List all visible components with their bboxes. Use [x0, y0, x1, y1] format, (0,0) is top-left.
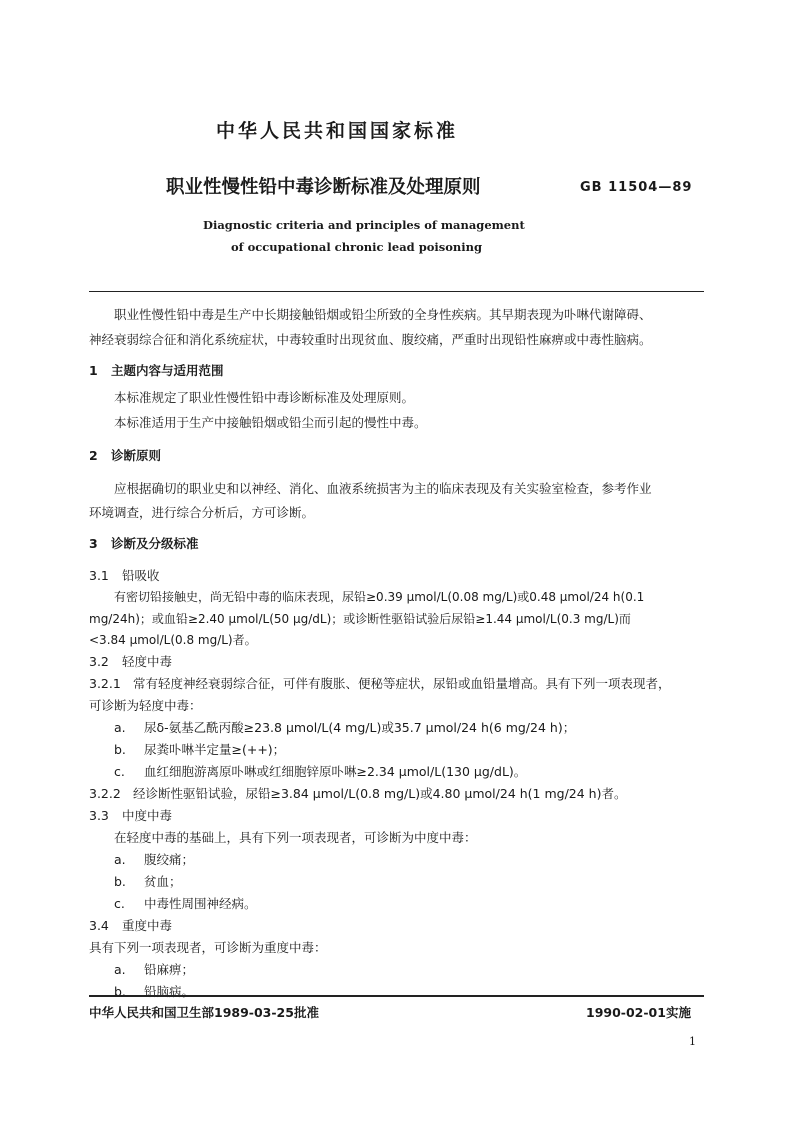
effective-date: 1990-02-01实施: [586, 1005, 691, 1020]
section-3-1-heading: 铅吸收: [122, 568, 160, 583]
section-3-4-intro: 具有下列一项表现者，可诊断为重度中毒：: [89, 940, 327, 955]
section-3-1-line1: 有密切铅接触史，尚无铅中毒的临床表现，尿铅≥0.39 μmol/L(0.08 mg/L)或0.48 μmol/24 h(0.1: [114, 590, 645, 604]
standard-code: GB 11504—89: [580, 180, 693, 195]
list-item-text: 尿δ-氨基乙酰丙酸≥23.8 μmol/L(4 mg/L)或35.7 μmol/24 h(6 mg/24 h)；: [144, 720, 576, 735]
section-2-heading: 诊断原则: [111, 448, 162, 463]
list-item-text: 血红细胞游离原卟啉或红细胞锌原卟啉≥2.34 μmol/L(130 μg/dL)。: [144, 764, 527, 779]
list-item-text: 铅麻痹；: [144, 962, 195, 977]
document-title: 职业性慢性铅中毒诊断标准及处理原则: [166, 177, 481, 198]
section-2-number: 2: [89, 448, 98, 463]
list-marker: c.: [114, 896, 125, 911]
list-item-text: 贫血；: [144, 874, 182, 889]
section-3-2-1-line1: 常有轻度神经衰弱综合征，可伴有腹胀、便秘等症状，尿铅或血铅量增高。具有下列一项表现者，: [133, 676, 671, 691]
section-3-heading: 诊断及分级标准: [111, 536, 199, 551]
list-marker: b.: [114, 742, 126, 757]
top-divider: [89, 291, 704, 292]
section-3-2-heading: 轻度中毒: [122, 654, 173, 669]
section-3-3-number: 3.3: [89, 808, 109, 823]
intro-line2: 神经衰弱综合征和消化系统症状，中毒较重时出现贫血、腹绞痛，严重时出现铅性麻痹或中毒性脑病。: [89, 332, 652, 347]
section-3-number: 3: [89, 536, 98, 551]
page-number: 1: [689, 1035, 696, 1048]
section-1-para2: 本标准适用于生产中接触铅烟或铅尘而引起的慢性中毒。: [114, 415, 427, 430]
list-item-text: 腹绞痛；: [144, 852, 195, 867]
bottom-divider: [89, 995, 704, 997]
list-item-text: 尿粪卟啉半定量≥(++)；: [144, 742, 286, 757]
list-item-text: 中毒性周围神经病。: [144, 896, 257, 911]
english-title-line1: Diagnostic criteria and principles of management: [203, 218, 525, 232]
section-2-line1: 应根据确切的职业史和以神经、消化、血液系统损害为主的临床表现及有关实验室检查，参考作业: [114, 481, 652, 496]
english-title-line2: of occupational chronic lead poisoning: [231, 240, 483, 254]
section-3-3-heading: 中度中毒: [122, 808, 173, 823]
list-marker: b.: [114, 984, 126, 999]
list-item-text: 铅脑病。: [144, 984, 195, 999]
section-3-3-intro: 在轻度中毒的基础上，具有下列一项表现者，可诊断为中度中毒：: [114, 830, 477, 845]
section-2-line2: 环境调查，进行综合分析后，方可诊断。: [89, 505, 315, 520]
section-3-2-1-number: 3.2.1: [89, 676, 121, 691]
section-3-1-line3: <3.84 μmol/L(0.8 mg/L)者。: [89, 633, 257, 647]
section-1-number: 1: [89, 363, 98, 378]
section-3-2-2-text: 经诊断性驱铅试验，尿铅≥3.84 μmol/L(0.8 mg/L)或4.80 μmol/24 h(1 mg/24 h)者。: [133, 786, 627, 801]
list-marker: b.: [114, 874, 126, 889]
national-standard-heading: 中华人民共和国国家标准: [216, 120, 459, 142]
list-marker: a.: [114, 852, 126, 867]
intro-line1: 职业性慢性铅中毒是生产中长期接触铅烟或铅尘所致的全身性疾病。其早期表现为卟啉代谢障碍、: [114, 307, 652, 322]
section-3-2-number: 3.2: [89, 654, 109, 669]
list-marker: a.: [114, 962, 126, 977]
section-3-2-2-number: 3.2.2: [89, 786, 121, 801]
section-3-2-1-line2: 可诊断为轻度中毒：: [89, 698, 202, 713]
list-marker: a.: [114, 720, 126, 735]
section-1-para1: 本标准规定了职业性慢性铅中毒诊断标准及处理原则。: [114, 390, 415, 405]
section-3-1-number: 3.1: [89, 568, 109, 583]
section-3-4-number: 3.4: [89, 918, 109, 933]
list-marker: c.: [114, 764, 125, 779]
section-3-1-line2: mg/24h)；或血铅≥2.40 μmol/L(50 μg/dL)；或诊断性驱铅试验后尿铅≥1.44 μmol/L(0.3 mg/L)而: [89, 612, 631, 626]
section-1-heading: 主题内容与适用范围: [111, 363, 224, 378]
section-3-4-heading: 重度中毒: [122, 918, 173, 933]
approval-line: 中华人民共和国卫生部1989-03-25批准: [89, 1005, 319, 1020]
